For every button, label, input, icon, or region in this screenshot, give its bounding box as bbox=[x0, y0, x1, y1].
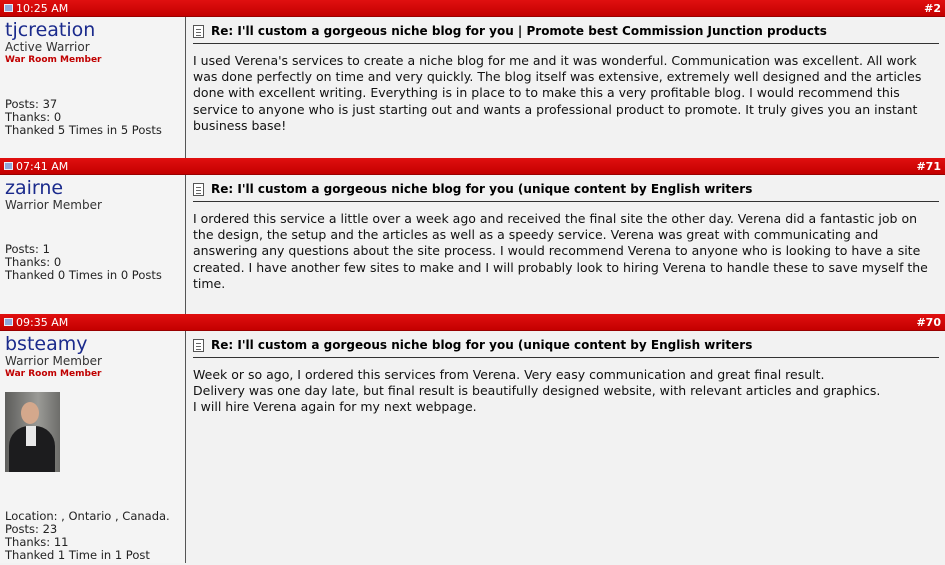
user-thanks: Thanks: 11 bbox=[5, 535, 69, 549]
post-3 bbox=[0, 314, 945, 563]
user-thanked: Thanked 0 Times in 0 Posts bbox=[5, 268, 162, 282]
post-text: I used Verena's services to create a niche blog for me and it was wonderful. Communication was excellent. All work was done perfectly on time and very quickly. The blog itself was extensive, extremely well designed and the articles done with excellent writing. Everything is in place to to make this a very profitable blog. I would recommend this service to anyone who is just starting out and wants a professional product to promote. It truly gives you an instant business base! bbox=[193, 53, 922, 133]
post-icon bbox=[193, 183, 204, 196]
post-title: Re: I'll custom a gorgeous niche blog for you (unique content by English writers bbox=[211, 338, 753, 352]
post-time: 10:25 AM bbox=[16, 1, 69, 15]
post-number-link[interactable]: #2 bbox=[924, 1, 941, 15]
avatar[interactable] bbox=[5, 392, 60, 472]
user-info bbox=[0, 331, 186, 563]
date-icon bbox=[4, 318, 13, 326]
post-header bbox=[0, 158, 945, 175]
user-stats bbox=[5, 243, 162, 282]
post-text: I ordered this service a little over a week ago and received the final site the other day. Verena did a fantastic job on the design, the setup and the articles as well as a speedy service. Verena was great with communicating and answering any questions about the site process. I would recommend Verena to anyone who is looking to have a site created. I have another few sites to make and I will probably look to hiring Verena to handle these to save myself the time. bbox=[193, 211, 928, 291]
post-text-line: I will hire Verena again for my next webpage. bbox=[193, 399, 477, 415]
post-icon bbox=[193, 25, 204, 38]
username-link[interactable]: tjcreation bbox=[5, 19, 96, 41]
post-1 bbox=[0, 0, 945, 158]
post-header bbox=[0, 0, 945, 17]
post-icon bbox=[193, 339, 204, 352]
post-title: Re: I'll custom a gorgeous niche blog for you | Promote best Commission Junction products bbox=[211, 24, 827, 38]
user-thanks: Thanks: 0 bbox=[5, 110, 62, 124]
post-number-link[interactable]: #71 bbox=[916, 159, 941, 173]
user-stats bbox=[5, 510, 170, 562]
user-posts: Posts: 1 bbox=[5, 242, 50, 256]
post-2 bbox=[0, 158, 945, 314]
user-location: Location: , Ontario , Canada. bbox=[5, 509, 170, 523]
user-rank: War Room Member bbox=[5, 369, 102, 379]
username-link[interactable]: bsteamy bbox=[5, 333, 88, 355]
post-header bbox=[0, 314, 945, 331]
post-time: 07:41 AM bbox=[16, 159, 69, 173]
user-title: Warrior Member bbox=[5, 354, 102, 368]
post-text-line: Delivery was one day late, but final result is beautifully designed website, with relevant articles and graphics. bbox=[193, 383, 881, 399]
post-number-link[interactable]: #70 bbox=[916, 315, 941, 329]
post-body bbox=[186, 17, 945, 158]
post-title: Re: I'll custom a gorgeous niche blog for you (unique content by English writers bbox=[211, 182, 753, 196]
user-rank: War Room Member bbox=[5, 55, 102, 65]
post-text-line: Week or so ago, I ordered this services from Verena. Very easy communication and great final result. bbox=[193, 367, 825, 382]
user-title: Active Warrior bbox=[5, 40, 90, 54]
user-thanks: Thanks: 0 bbox=[5, 255, 62, 269]
post-body bbox=[186, 331, 945, 563]
post-text bbox=[193, 367, 939, 416]
user-thanked: Thanked 1 Time in 1 Post bbox=[5, 548, 150, 562]
user-stats bbox=[5, 98, 162, 137]
post-body bbox=[186, 175, 945, 314]
user-info bbox=[0, 17, 186, 158]
date-icon bbox=[4, 162, 13, 170]
user-info bbox=[0, 175, 186, 314]
post-time: 09:35 AM bbox=[16, 315, 69, 329]
user-title: Warrior Member bbox=[5, 198, 102, 212]
user-posts: Posts: 23 bbox=[5, 522, 58, 536]
user-thanked: Thanked 5 Times in 5 Posts bbox=[5, 123, 162, 137]
username-link[interactable]: zairne bbox=[5, 177, 64, 199]
user-posts: Posts: 37 bbox=[5, 97, 58, 111]
date-icon bbox=[4, 4, 13, 12]
